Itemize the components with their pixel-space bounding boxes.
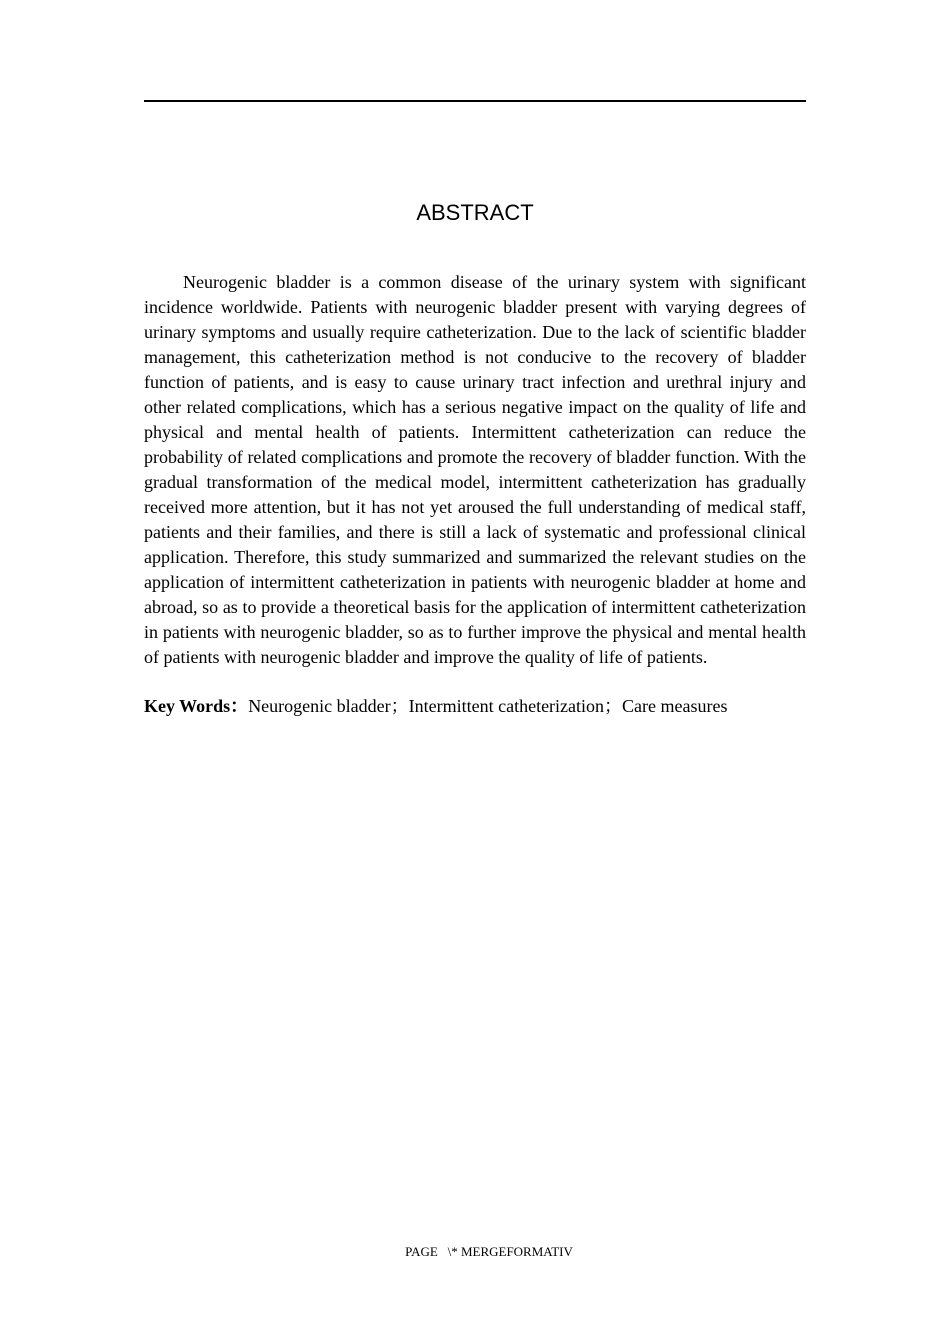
keyword-item: Care measures (622, 696, 728, 716)
keyword-item: Neurogenic bladder； (248, 696, 409, 716)
keyword-item: Intermittent catheterization； (408, 696, 623, 716)
abstract-body: Neurogenic bladder is a common disease of the urinary system with significant incidence worldwide. Patients with neurogenic bladder present with varying degrees of urinary symptoms and usually require catheterization. Due to the lack of scientific bladder management, this catheterization method is not conducive to the recovery of bladder function of patients, and is easy to cause urinary tract infection and urethral injury and other related complications, which has a serious negative impact on the quality of life and physical and mental health of patients. Intermittent catheterization can reduce the probability of related complications and promote the recovery of bladder function. With the gradual transformation of the medical model, intermittent catheterization has gradually received more attention, but it has not yet aroused the full understanding of medical staff, patients and their families, and there is still a lack of systematic and professional clinical application. Therefore, this study summarized and summarized the relevant studies on the application of intermittent catheterization in patients with neurogenic bladder at home and abroad, so as to provide a theoretical basis for the application of intermittent catheterization in patients with neurogenic bladder, so as to further improve the physical and mental health of patients with neurogenic bladder and improve the quality of life of patients. (144, 272, 806, 667)
page-footer: PAGE \* MERGEFORMATIV (405, 1244, 573, 1259)
header-rule (144, 100, 806, 102)
keywords-label: Key Words： (144, 696, 249, 716)
keywords-line (144, 694, 806, 719)
abstract-title: ABSTRACT (416, 200, 534, 225)
